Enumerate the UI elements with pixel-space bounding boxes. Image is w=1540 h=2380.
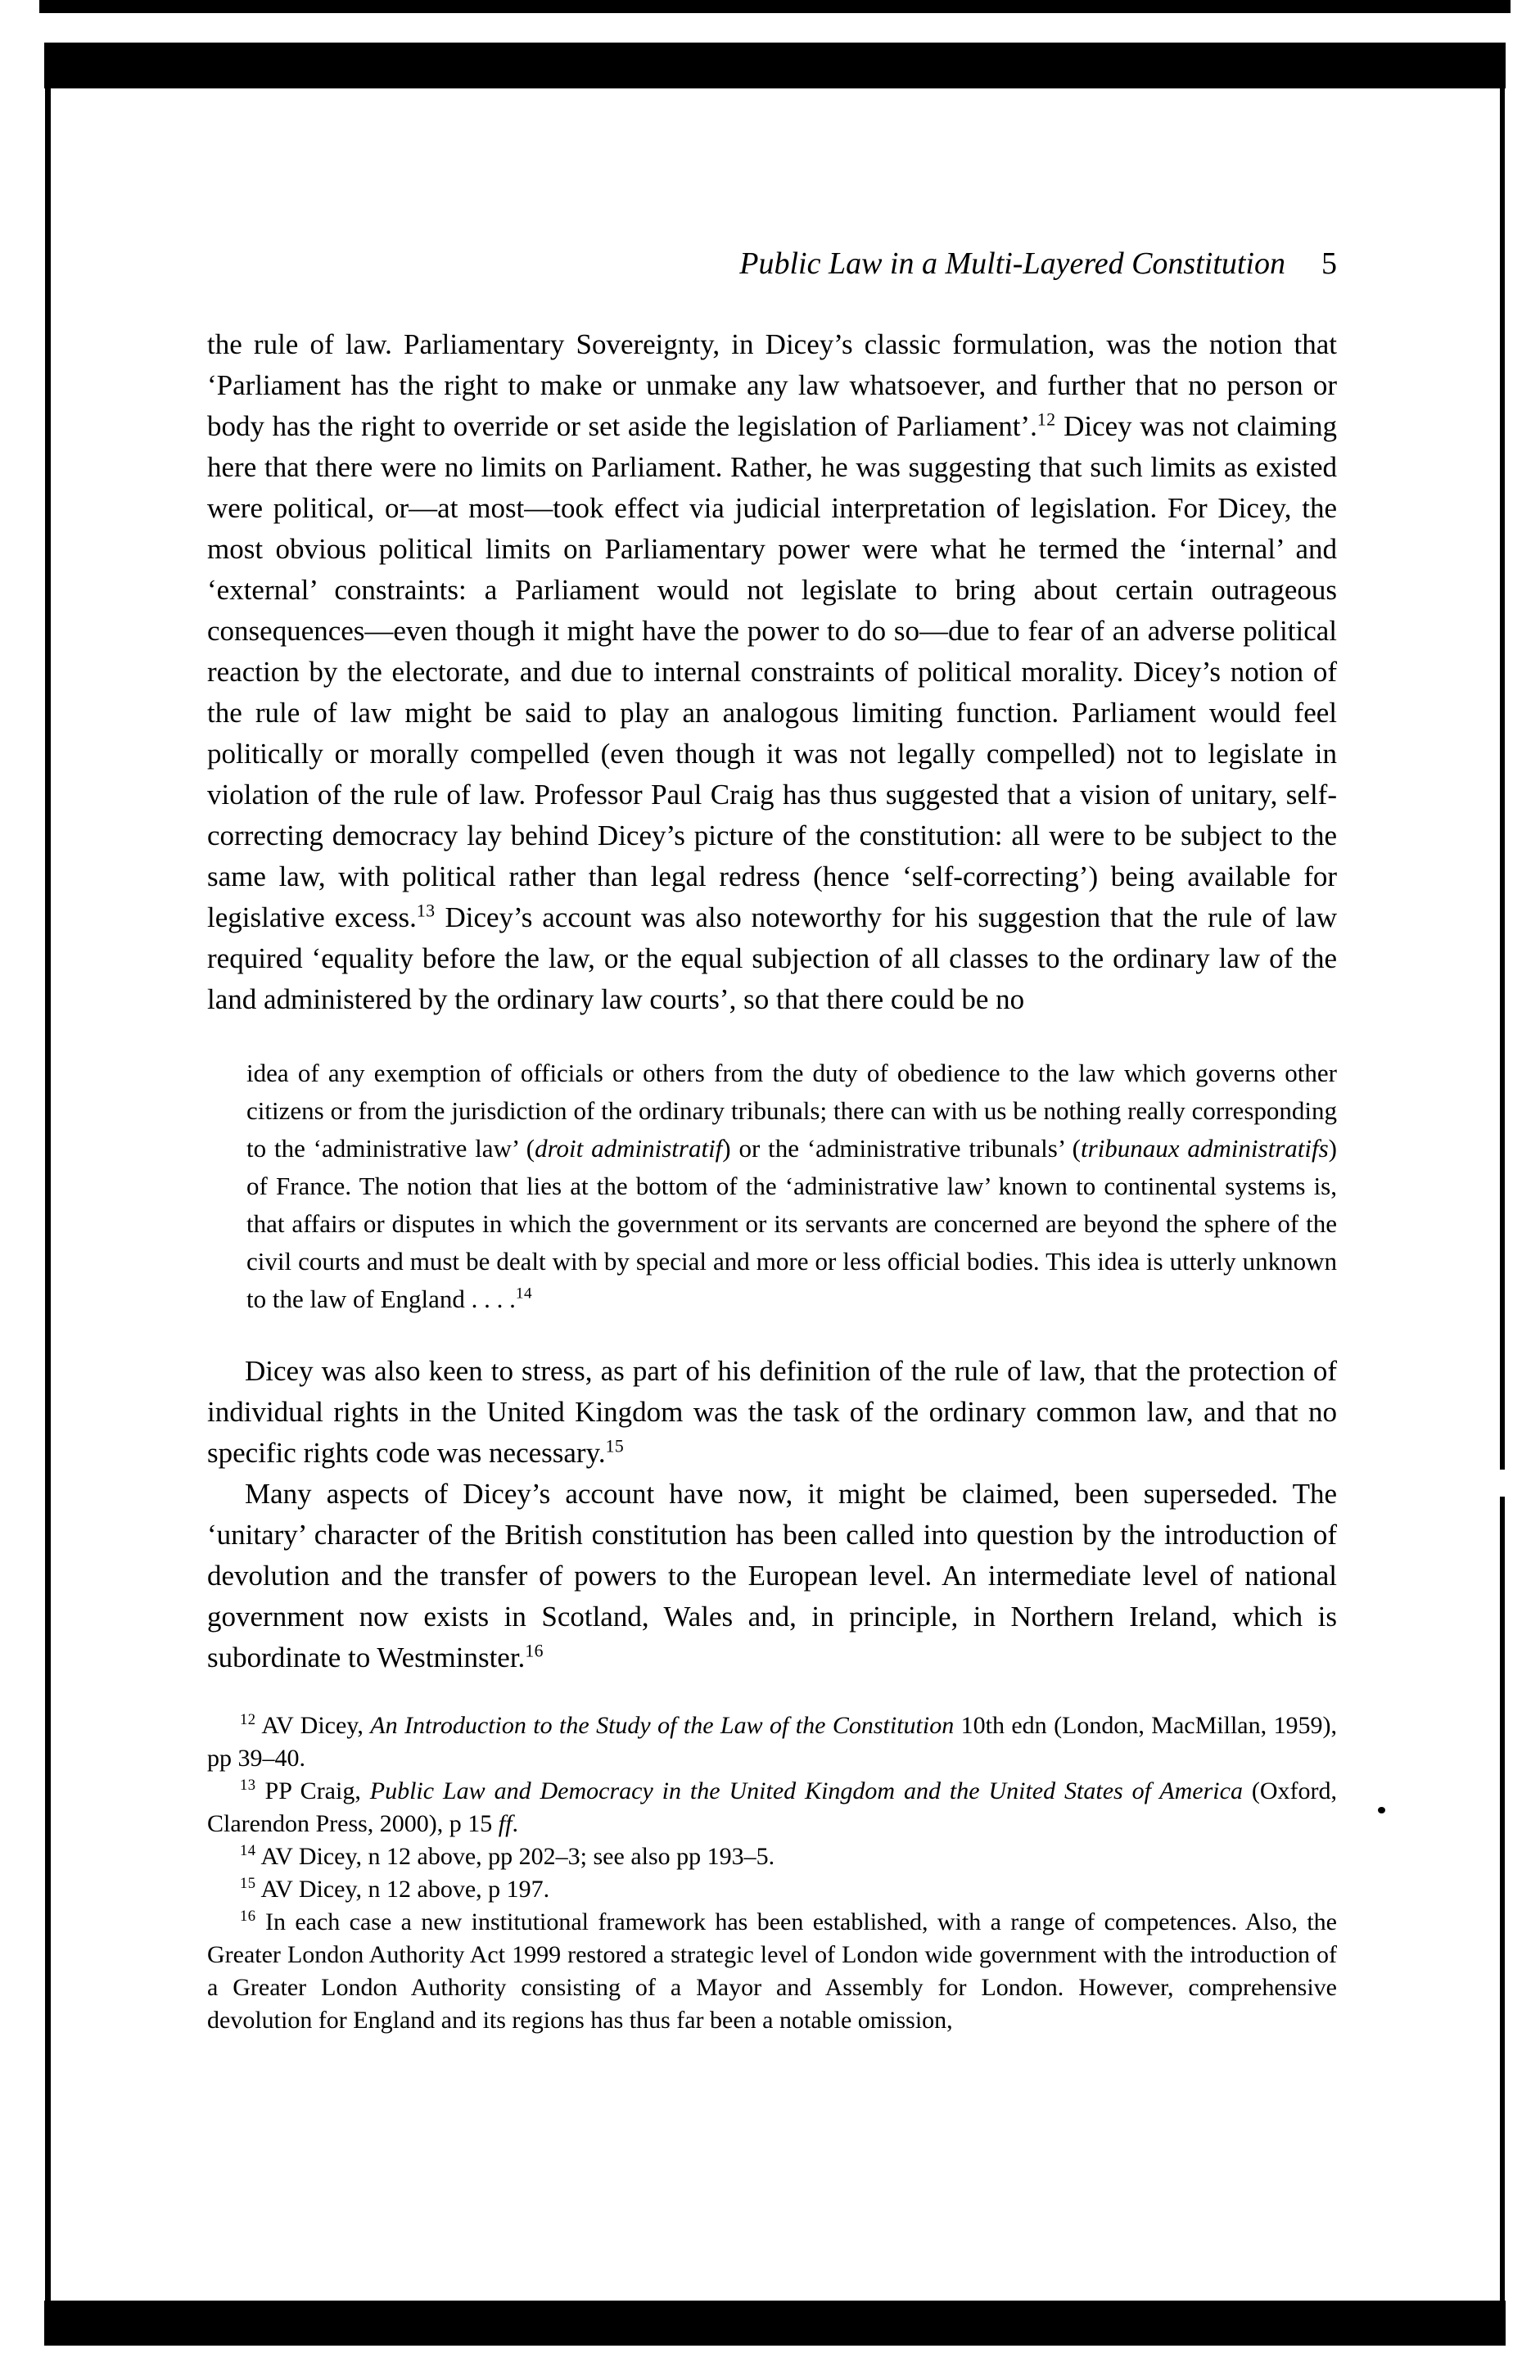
paragraph-rule-of-law: the rule of law. Parliamentary Sovereignty, in Dicey’s classic formulation, was the notion that ‘Parliament has the right to make or unmake any law whatsoever, and further that no person or body has the right to override or set aside the legislation of Parliament’.$^{12}$ Dicey was not claiming here that there were no limits on Parliament. Rather, he was suggesting that such limits as existed were political, or—at most—took effect via judicial interpretation of legislation. For Dicey, the most obvious political limits on Parliamentary power were what he termed the ‘internal’ and ‘external’ constraints: a Parliament would not legislate to bring about certain outrageous consequences—even though it might have the power to do so—due to fear of an adverse political reaction by the electorate, and due to internal constraints of political morality. Dicey’s notion of the rule of law might be said to play an analogous limiting function. Parliament would feel politically or morally compelled (even though it was not legally compelled) not to legislate in violation of the rule of law. Professor Paul Craig has thus suggested that a vision of unitary, self-correcting democracy lay behind Dicey’s picture of the constitution: all were to be subject to the same law, with political rather than legal redress (hence ‘self-correcting’) being available for legislative excess.$^{13}$ Dicey’s account was also noteworthy for his suggestion that the rule of law required ‘equality before the law, or the equal subjection of all classes to the ordinary law of the land administered by the ordinary law courts’, so that there could be no [207,328,1337,1015]
footnote-13: $^{13}$ PP Craig, Public Law and Democracy in the United Kingdom and the United States of America (Oxford, Clarendon Press, 2000), p 15 ff. [207,1777,1338,1837]
running-head [207,246,1337,282]
scan-artifact-top-thick-bar [44,43,1506,88]
footnotes-block [207,1709,1337,2037]
paragraph-individual-rights: Dicey was also keen to stress, as part of his definition of the rule of law, that the protection of individual rights in the United Kingdom was the task of the ordinary common law, and that no specific rights code was necessary.$^{15}$ [207,1355,1337,1469]
body-text [207,324,1337,1678]
paragraph-superseded-account: Many aspects of Dicey’s account have now, it might be claimed, been superseded. The ‘unitary’ character of the British constitution has been called into question by the introduction of devolution and the transfer of powers to the European level. An intermediate level of national government now exists in Scotland, Wales and, in principle, in Northern Ireland, which is subordinate to Westminster.$^{16}$ [207,1478,1337,1673]
scan-artifact-left-border [45,86,51,2301]
page-content [207,246,1337,2037]
page-number: 5 [1321,246,1337,281]
footnote-16: $^{16}$ In each case a new institutional framework has been established, with a range of competences. Also, the Greater London Authority Act 1999 restored a strategic level of London wide government with the introduction of a Greater London Authority consisting of a Mayor and Assembly for London. However, comprehensive devolution for England and its regions has thus far been a notable omission, [207,1908,1337,2034]
footnote-12: $^{12}$ AV Dicey, An Introduction to the Study of the Law of the Constitution 10th edn (London, MacMillan, 1959), pp 39–40. [207,1711,1337,1772]
scan-artifact-right-border-lower [1500,1497,1505,2301]
running-title: Public Law in a Multi-Layered Constitution [739,246,1285,281]
footnote-15: $^{15}$ AV Dicey, n 12 above, p 197. [240,1875,550,1903]
scan-artifact-top-thin-bar [39,0,1511,13]
blockquote-dicey-extract: idea of any exemption of officials or others from the duty of obedience to the law which governs other citizens or from the jurisdiction of the ordinary tribunals; there can with us be nothing really corresponding to the ‘administrative law’ (droit administratif) or the ‘administrative tribunals’ (tribunaux administratifs) of France. The notion that lies at the bottom of the ‘administrative law’ known to continental systems is, that affairs or disputes in which the government or its servants are concerned are beyond the sphere of the civil courts and must be dealt with by special and more or less official bodies. This idea is utterly unknown to the law of England . . . .$^{14}$ [246,1059,1337,1313]
scan-artifact-right-border-upper [1500,86,1505,1470]
scan-artifact-bottom-bar [44,2301,1506,2346]
footnote-14: $^{14}$ AV Dicey, n 12 above, pp 202–3; see also pp 193–5. [240,1842,775,1870]
scan-artifact-stray-dot [1378,1807,1385,1813]
